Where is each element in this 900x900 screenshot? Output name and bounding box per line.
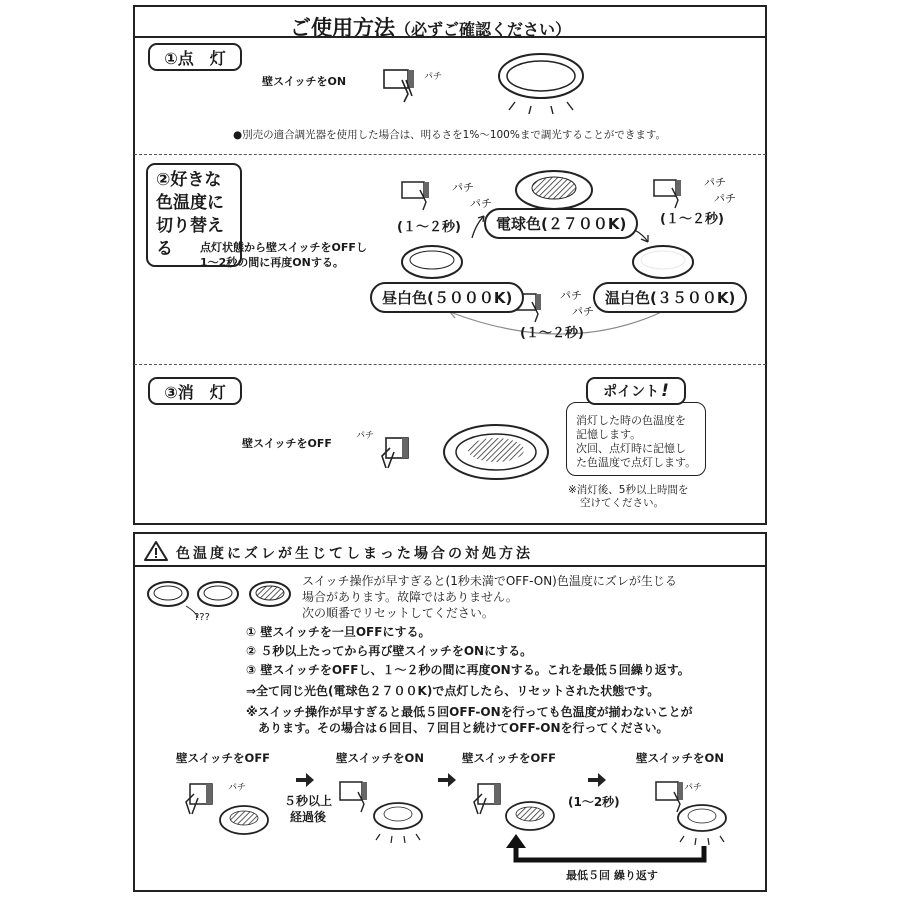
point-line: 記憶します。 [576, 428, 642, 441]
point-line: 消灯した時の色温度を [576, 414, 686, 427]
timing-bottom: (１～２秒) [520, 326, 584, 341]
mismatched-lights-icon [146, 576, 296, 622]
flow-timing: (1～2秒) [568, 795, 620, 809]
reset-step: ② ５秒以上たってから再び壁スイッチをONにする。 [246, 644, 533, 658]
timing-right: (１～２秒) [660, 212, 724, 227]
flow-on-1: 壁スイッチをON [336, 751, 424, 765]
caution-line: ※スイッチ操作が早すぎると最低５回OFF-ONを行っても色温度が揃わないことが [246, 705, 693, 719]
wait-line: 経過後 [290, 810, 327, 824]
pachi-top-right-2: パチ [714, 192, 736, 205]
switch-off-icon [372, 434, 422, 474]
intro-line: 場合があります。故障ではありません。 [302, 590, 518, 604]
point-exclamation: ! [661, 381, 669, 401]
downlight-off-icon [442, 420, 552, 486]
flow-pachi-2: パチ [684, 783, 703, 793]
warning-icon [144, 540, 168, 562]
trouble-title: 色温度にズレが生じてしまった場合の対処方法 [176, 546, 533, 562]
flow-off-1: 壁スイッチをOFF [176, 751, 271, 765]
step2-label-line: 色温度に [156, 193, 224, 213]
title-underline [134, 36, 766, 38]
intro-line: スイッチ操作が早すぎると(1秒未満でOFF-ON)色温度にズレが生じる [302, 574, 677, 588]
step2-instruction-line: 点灯状態から壁スイッチをOFFし [200, 241, 367, 254]
step3-pachi: パチ [356, 431, 375, 441]
footnote-line: 空けてください。 [580, 497, 664, 509]
point-title [586, 377, 686, 405]
color-bulb-pill: 電球色(２７００K) [484, 208, 638, 239]
step2-label-line: 切り替える [156, 216, 224, 259]
pachi-top-left: パチ [452, 181, 474, 194]
step1-switch-text: 壁スイッチをON [262, 75, 347, 88]
reset-result: ⇒全て同じ光色(電球色２７００K)で点灯したら、リセットされた状態です。 [246, 684, 660, 698]
trouble-underline [134, 565, 766, 567]
color-day-white-pill: 昼白色(５０００K) [370, 282, 524, 313]
divider-2 [134, 364, 766, 365]
pachi-bottom-2: パチ [572, 305, 594, 318]
downlight-on-icon [497, 52, 587, 118]
footnote-line: ※消灯後、5秒以上時間を [568, 484, 689, 496]
reset-step: ③ 壁スイッチをOFFし、１～２秒の間に再度ONする。これを最低５回繰り返す。 [246, 663, 690, 677]
step1-label: ①点 灯 [148, 43, 242, 71]
point-line: た色温度で点灯します。 [576, 456, 697, 469]
step3-label: ③消 灯 [148, 377, 242, 405]
pachi-top-right: パチ [704, 176, 726, 189]
divider-1 [134, 154, 766, 155]
step3-switch-text: 壁スイッチをOFF [242, 437, 332, 450]
wait-line: ５秒以上 [284, 794, 333, 808]
trouble-intro [302, 573, 677, 621]
reset-caution [246, 704, 693, 736]
usage-title-main: ご使用方法 [290, 16, 395, 40]
usage-title-note: （必ずご確認ください） [395, 20, 572, 39]
step1-pachi: パチ [424, 72, 443, 82]
intro-line: 次の順番でリセットしてください。 [302, 606, 494, 620]
step2-label-line: ②好きな [156, 170, 222, 190]
step2-instruction [200, 240, 367, 270]
off-footnote [568, 484, 688, 510]
flow-off-2: 壁スイッチをOFF [462, 751, 557, 765]
flow-diagram [180, 768, 740, 868]
point-line: 次回、点灯時に記憶し [576, 442, 686, 455]
pachi-bottom: パチ [560, 289, 582, 302]
reset-step: ① 壁スイッチを一旦OFFにする。 [246, 625, 431, 639]
color-cycle-diagram [380, 168, 740, 348]
pachi-top-left-2: パチ [470, 197, 492, 210]
dimmer-note: ●別売の適合調光器を使用した場合は、明るさを1%～100%まで調光することができます。 [233, 129, 666, 141]
color-warm-white-pill: 温白色(３５００K) [593, 282, 747, 313]
point-text [576, 414, 696, 470]
flow-repeat: 最低５回 繰り返す [566, 869, 658, 882]
timing-left: (１～２秒) [397, 220, 461, 235]
point-title-text: ポイント [603, 384, 660, 400]
flow-pachi-1: パチ [228, 783, 247, 793]
question-marks: ??? [194, 612, 210, 623]
caution-line: あります。その場合は６回目、７回目と続けてOFF-ONを行ってください。 [246, 721, 669, 735]
reset-steps [246, 623, 690, 680]
step2-instruction-line: 1～2秒の間に再度ONする。 [200, 256, 344, 269]
flow-on-2: 壁スイッチをON [636, 751, 724, 765]
